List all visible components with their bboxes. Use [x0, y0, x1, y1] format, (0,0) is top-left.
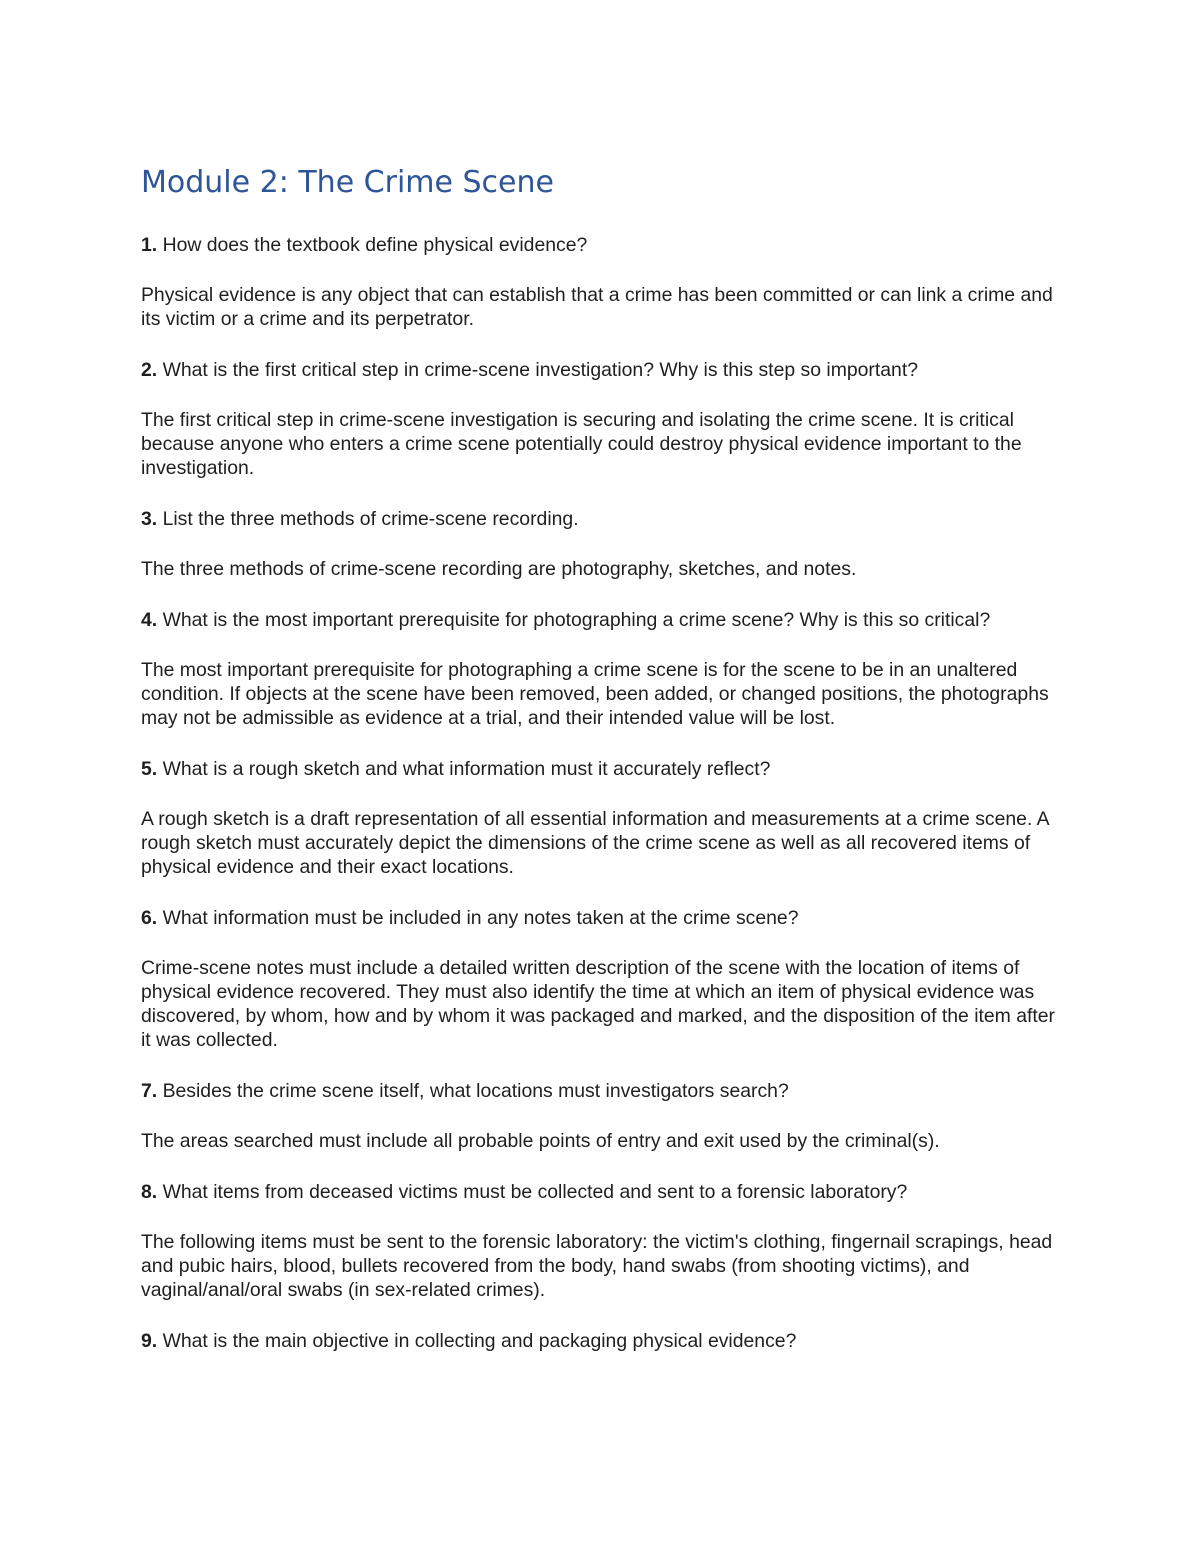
question-3 [141, 507, 1066, 531]
question-8 [141, 1180, 1066, 1204]
question-text: What information must be included in any notes taken at the crime scene? [162, 907, 799, 929]
question-text: What is the most important prerequisite for photographing a crime scene? Why is this so critical? [162, 609, 991, 631]
page-title: Module 2: The Crime Scene [141, 165, 554, 200]
question-text: How does the textbook define physical evidence? [162, 234, 588, 256]
answer-6: Crime-scene notes must include a detailed written description of the scene with the location of items of physical evidence recovered. They must also identify the time at which an item of physical evidence was discovered, by whom, how and by whom it was packaged and marked, and the disposition of the item after it was collected. [141, 957, 1056, 1051]
question-text: What is the main objective in collecting and packaging physical evidence? [162, 1330, 797, 1352]
answer-3: The three methods of crime-scene recording are photography, sketches, and notes. [141, 558, 857, 580]
answer-5: A rough sketch is a draft representation of all essential information and measurements at a crime scene. A rough sketch must accurately depict the dimensions of the crime scene as well as all recovered items of physical evidence and their exact locations. [141, 808, 1049, 878]
answer-4: The most important prerequisite for photographing a crime scene is for the scene to be in an unaltered condition. If objects at the scene have been removed, been added, or changed positions, the photographs may not be admissible as evidence at a trial, and their intended value will be lost. [141, 659, 1049, 729]
answer-7: The areas searched must include all probable points of entry and exit used by the criminal(s). [141, 1130, 940, 1152]
question-number: 6. [141, 907, 158, 929]
question-text: Besides the crime scene itself, what locations must investigators search? [162, 1080, 789, 1102]
question-number: 4. [141, 609, 158, 631]
question-text: What is a rough sketch and what information must it accurately reflect? [162, 758, 771, 780]
answer-1: Physical evidence is any object that can establish that a crime has been committed or can link a crime and its victim or a crime and its perpetrator. [141, 284, 1053, 330]
question-1 [141, 233, 1066, 257]
question-2 [141, 358, 1066, 382]
question-number: 2. [141, 359, 158, 381]
question-number: 7. [141, 1080, 158, 1102]
question-number: 9. [141, 1330, 158, 1352]
document-content [141, 163, 1066, 1379]
question-text: What is the first critical step in crime-scene investigation? Why is this step so important? [162, 359, 919, 381]
question-7 [141, 1079, 1066, 1103]
question-text: What items from deceased victims must be collected and sent to a forensic laboratory? [162, 1181, 908, 1203]
question-6 [141, 906, 1066, 930]
question-number: 3. [141, 508, 158, 530]
question-text: List the three methods of crime-scene recording. [162, 508, 579, 530]
question-number: 1. [141, 234, 158, 256]
question-4 [141, 608, 1066, 632]
question-number: 8. [141, 1181, 158, 1203]
question-number: 5. [141, 758, 158, 780]
question-9 [141, 1329, 1066, 1353]
question-5 [141, 757, 1066, 781]
answer-8: The following items must be sent to the forensic laboratory: the victim's clothing, fingernail scrapings, head and pubic hairs, blood, bullets recovered from the body, hand swabs (from shooting victims), and vaginal/anal/oral swabs (in sex-related crimes). [141, 1231, 1053, 1301]
answer-2: The first critical step in crime-scene investigation is securing and isolating the crime scene. It is critical because anyone who enters a crime scene potentially could destroy physical evidence important to the investigation. [141, 409, 1022, 479]
